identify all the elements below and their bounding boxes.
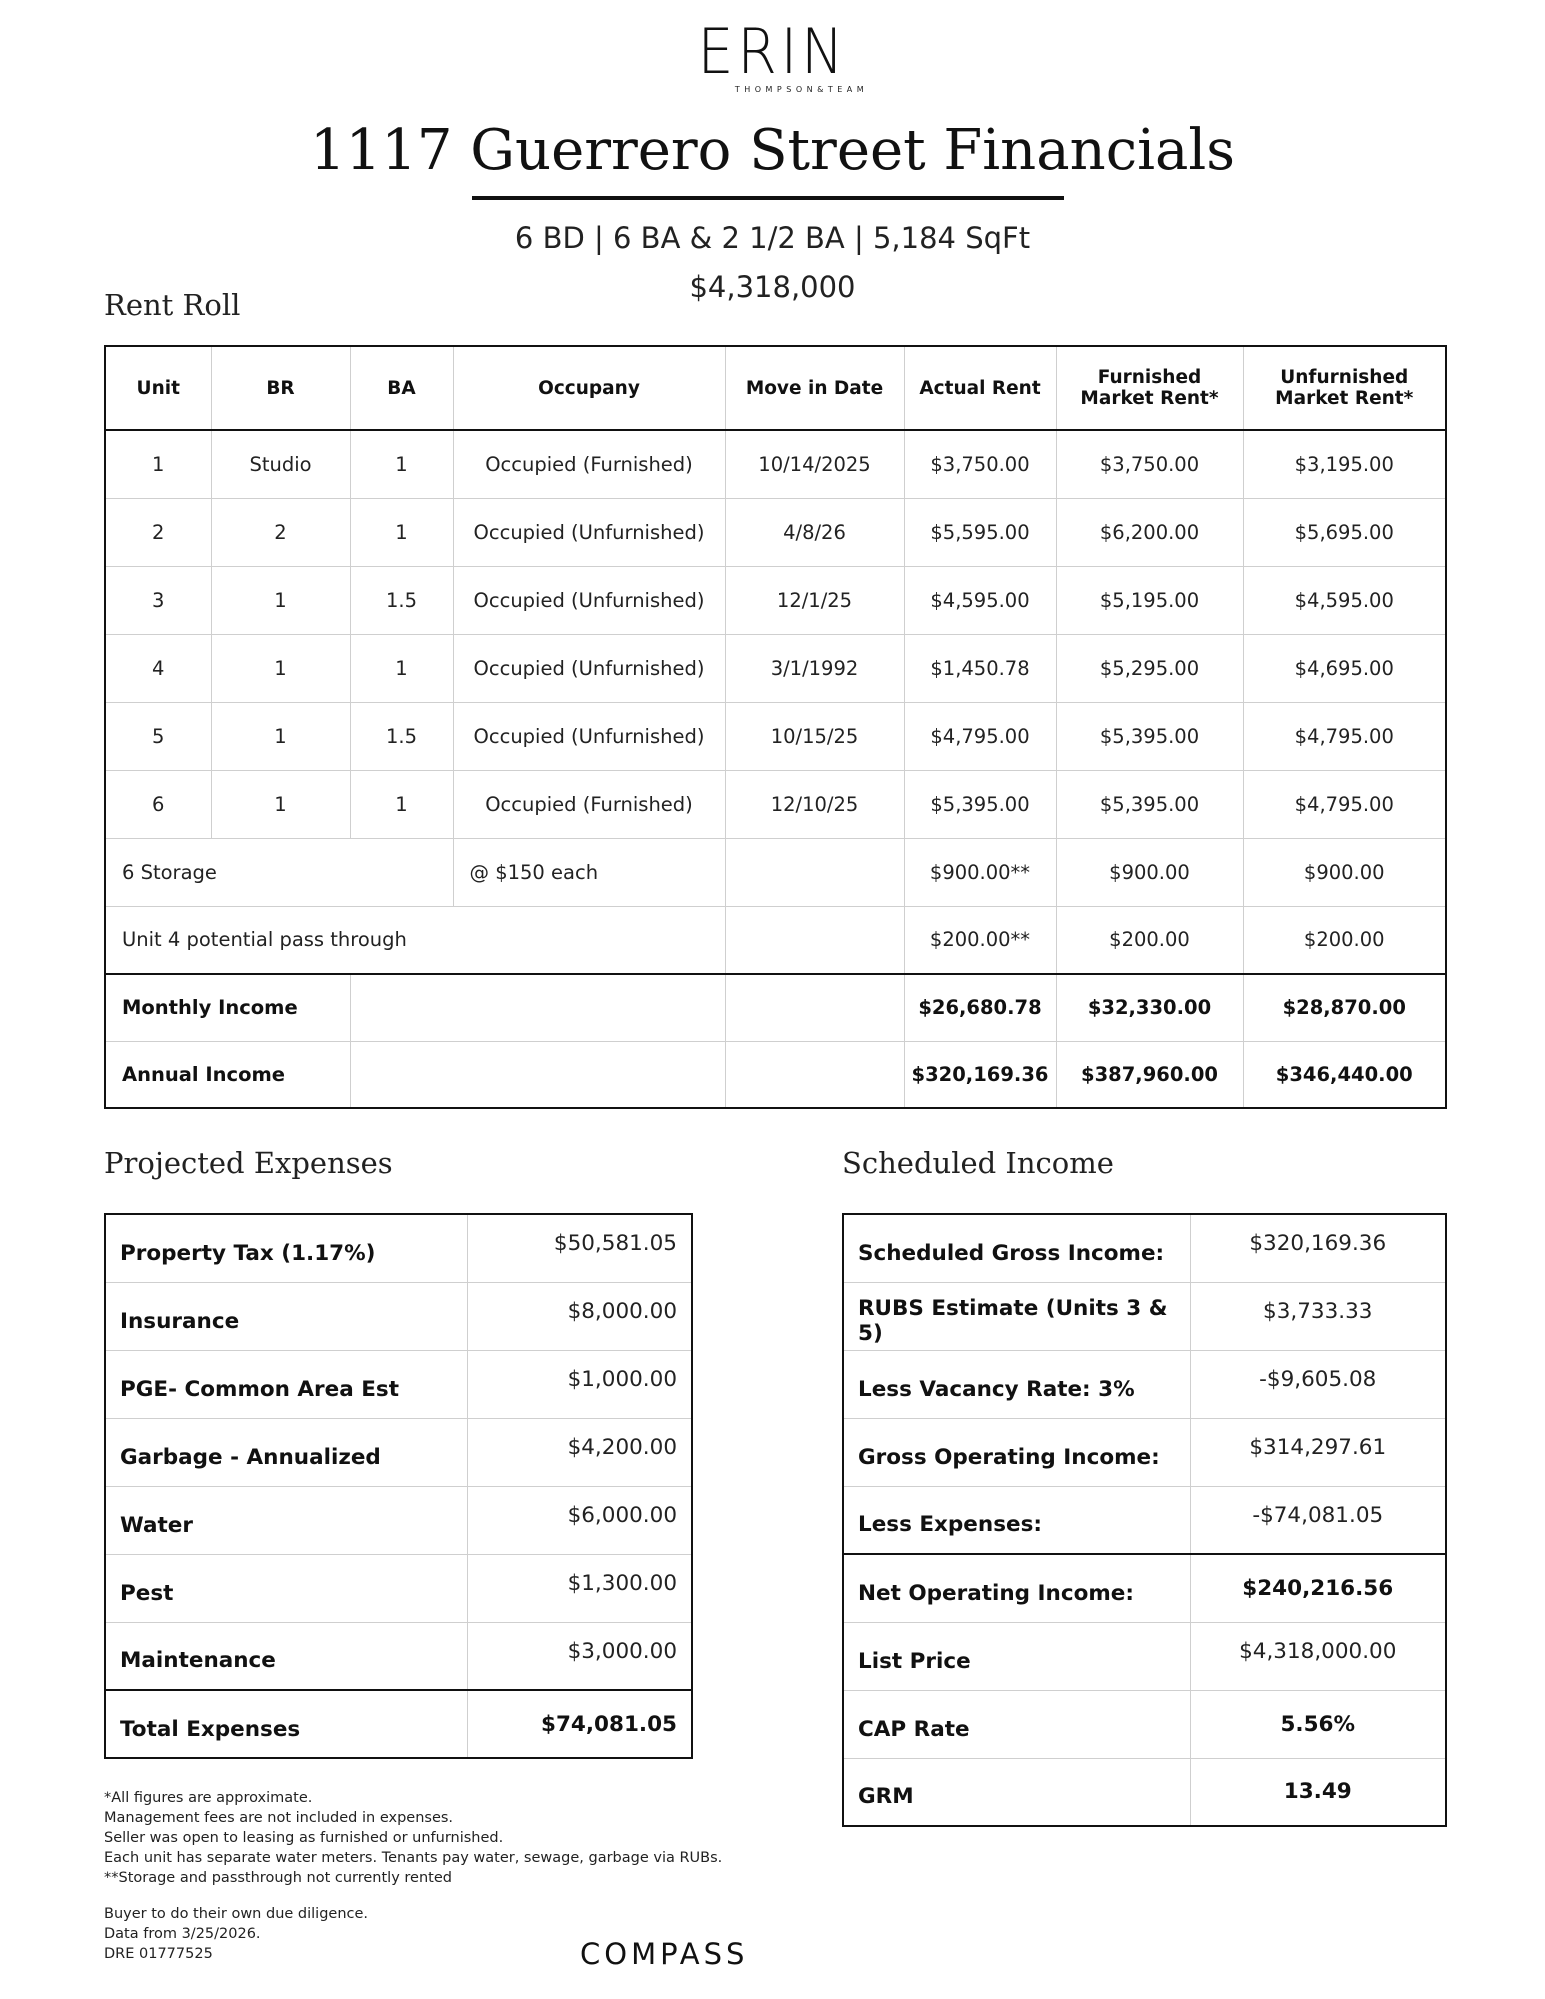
table-row — [105, 566, 1446, 634]
page-title: 1117 Guerrero Street Financials — [309, 118, 1236, 183]
income-row — [843, 1418, 1446, 1486]
col-actual-rent: Actual Rent — [904, 346, 1056, 430]
cell-occupancy: Occupied (Unfurnished) — [453, 566, 725, 634]
table-row — [105, 498, 1446, 566]
annual-unfurnished: $346,440.00 — [1243, 1041, 1446, 1108]
table-row — [105, 702, 1446, 770]
cell-ba: 1 — [350, 634, 453, 702]
cell-unfurnished: $4,795.00 — [1243, 702, 1446, 770]
expense-label: Water — [105, 1486, 467, 1554]
storage-label: 6 Storage — [105, 838, 453, 906]
footnote-line: *All figures are approximate. — [104, 1790, 313, 1806]
footnote-line: Each unit has separate water meters. Tenants pay water, sewage, garbage via RUBs. — [104, 1850, 723, 1866]
cell-occupancy: Occupied (Unfurnished) — [453, 702, 725, 770]
expense-row — [105, 1554, 692, 1622]
annual-income-label: Annual Income — [105, 1041, 350, 1108]
noi-label: Net Operating Income: — [843, 1554, 1190, 1622]
cell-occupancy: Occupied (Unfurnished) — [453, 498, 725, 566]
disclaimer-line: Buyer to do their own due diligence. — [104, 1906, 369, 1922]
cell-actual: $4,795.00 — [904, 702, 1056, 770]
monthly-actual: $26,680.78 — [904, 974, 1056, 1041]
cell-furnished: $5,395.00 — [1056, 770, 1243, 838]
expense-label: PGE- Common Area Est — [105, 1350, 467, 1418]
expense-label: Pest — [105, 1554, 467, 1622]
logo-main-text: ERIN — [697, 15, 848, 88]
total-expenses-value: $74,081.05 — [467, 1690, 692, 1758]
table-row — [105, 634, 1446, 702]
list-price-row — [843, 1622, 1446, 1690]
cell-unit: 6 — [105, 770, 211, 838]
expense-label: Property Tax (1.17%) — [105, 1214, 467, 1282]
passthrough-empty — [725, 906, 904, 974]
table-row — [105, 430, 1446, 498]
col-furnished-line2: Market Rent* — [1080, 388, 1219, 409]
col-furnished-line1: Furnished — [1097, 367, 1202, 388]
monthly-income-label: Monthly Income — [105, 974, 350, 1041]
annual-empty-1 — [350, 1041, 725, 1108]
expense-value: $3,000.00 — [467, 1622, 692, 1690]
income-label: Scheduled Gross Income: — [843, 1214, 1190, 1282]
property-price: $4,318,000 — [689, 270, 856, 304]
expense-row — [105, 1350, 692, 1418]
monthly-unfurnished: $28,870.00 — [1243, 974, 1446, 1041]
expense-value: $1,300.00 — [467, 1554, 692, 1622]
col-occupancy: Occupany — [453, 346, 725, 430]
cell-furnished: $5,195.00 — [1056, 566, 1243, 634]
rent-roll-heading: Rent Roll — [104, 288, 241, 322]
cell-move-in: 12/1/25 — [725, 566, 904, 634]
col-unfurnished-rent — [1243, 346, 1446, 430]
logo-sub-text: THOMPSON&TEAM — [734, 85, 869, 94]
cell-unfurnished: $5,695.00 — [1243, 498, 1446, 566]
monthly-empty-2 — [725, 974, 904, 1041]
compass-logo: COMPASS — [580, 1937, 749, 1971]
expense-label: Garbage - Annualized — [105, 1418, 467, 1486]
income-value: -$74,081.05 — [1190, 1486, 1446, 1554]
cap-rate-label: CAP Rate — [843, 1690, 1190, 1758]
cell-unit: 3 — [105, 566, 211, 634]
col-unfurnished-line1: Unfurnished — [1280, 367, 1409, 388]
list-price-label: List Price — [843, 1622, 1190, 1690]
expense-row — [105, 1214, 692, 1282]
income-row — [843, 1350, 1446, 1418]
income-label: Gross Operating Income: — [843, 1418, 1190, 1486]
cell-ba: 1 — [350, 498, 453, 566]
property-specs: 6 BD | 6 BA & 2 1/2 BA | 5,184 SqFt — [514, 221, 1031, 255]
expense-row — [105, 1622, 692, 1690]
grm-row — [843, 1758, 1446, 1826]
cell-move-in: 12/10/25 — [725, 770, 904, 838]
col-furnished-rent — [1056, 346, 1243, 430]
cell-furnished: $5,395.00 — [1056, 702, 1243, 770]
storage-row — [105, 838, 1446, 906]
cell-unfurnished: $4,795.00 — [1243, 770, 1446, 838]
cell-ba: 1.5 — [350, 566, 453, 634]
cell-unit: 2 — [105, 498, 211, 566]
total-expenses-row — [105, 1690, 692, 1758]
col-move-in: Move in Date — [725, 346, 904, 430]
cell-unit: 4 — [105, 634, 211, 702]
income-label: Less Expenses: — [843, 1486, 1190, 1554]
expense-label: Insurance — [105, 1282, 467, 1350]
cell-ba: 1.5 — [350, 702, 453, 770]
expense-row — [105, 1282, 692, 1350]
cell-actual: $4,595.00 — [904, 566, 1056, 634]
expense-value: $50,581.05 — [467, 1214, 692, 1282]
expenses-table — [104, 1213, 693, 1759]
cell-furnished: $5,295.00 — [1056, 634, 1243, 702]
cell-br: 1 — [211, 566, 350, 634]
cell-unfurnished: $4,595.00 — [1243, 566, 1446, 634]
cell-unit: 1 — [105, 430, 211, 498]
cell-furnished: $3,750.00 — [1056, 430, 1243, 498]
cell-occupancy: Occupied (Unfurnished) — [453, 634, 725, 702]
income-heading: Scheduled Income — [842, 1146, 1114, 1180]
passthrough-label: Unit 4 potential pass through — [105, 906, 725, 974]
cell-unfurnished: $4,695.00 — [1243, 634, 1446, 702]
annual-income-row — [105, 1041, 1446, 1108]
expenses-heading: Projected Expenses — [104, 1146, 393, 1180]
income-row — [843, 1214, 1446, 1282]
cell-furnished: $6,200.00 — [1056, 498, 1243, 566]
passthrough-unfurnished: $200.00 — [1243, 906, 1446, 974]
cell-br: 1 — [211, 770, 350, 838]
col-unfurnished-line2: Market Rent* — [1275, 388, 1414, 409]
cell-move-in: 4/8/26 — [725, 498, 904, 566]
expense-value: $6,000.00 — [467, 1486, 692, 1554]
cell-move-in: 10/14/2025 — [725, 430, 904, 498]
cell-actual: $5,595.00 — [904, 498, 1056, 566]
cell-br: 1 — [211, 702, 350, 770]
disclaimer — [104, 1904, 368, 1964]
rent-roll-table — [104, 345, 1447, 1109]
footnote-line: Management fees are not included in expenses. — [104, 1810, 454, 1826]
grm-value: 13.49 — [1190, 1758, 1446, 1826]
cell-unfurnished: $3,195.00 — [1243, 430, 1446, 498]
col-ba: BA — [350, 346, 453, 430]
cell-br: 2 — [211, 498, 350, 566]
expense-row — [105, 1486, 692, 1554]
cell-br: Studio — [211, 430, 350, 498]
cap-rate-row — [843, 1690, 1446, 1758]
income-value: -$9,605.08 — [1190, 1350, 1446, 1418]
cap-rate-value: 5.56% — [1190, 1690, 1446, 1758]
annual-empty-2 — [725, 1041, 904, 1108]
footnote-line: **Storage and passthrough not currently rented — [104, 1870, 452, 1886]
passthrough-actual: $200.00** — [904, 906, 1056, 974]
expense-label: Maintenance — [105, 1622, 467, 1690]
expense-value: $1,000.00 — [467, 1350, 692, 1418]
col-unit: Unit — [105, 346, 211, 430]
cell-move-in: 10/15/25 — [725, 702, 904, 770]
cell-br: 1 — [211, 634, 350, 702]
income-label: RUBS Estimate (Units 3 & 5) — [843, 1282, 1190, 1350]
erin-thompson-logo — [0, 15, 1545, 94]
list-price-value: $4,318,000.00 — [1190, 1622, 1446, 1690]
expense-row — [105, 1418, 692, 1486]
cell-actual: $1,450.78 — [904, 634, 1056, 702]
storage-actual: $900.00** — [904, 838, 1056, 906]
monthly-income-row — [105, 974, 1446, 1041]
annual-actual: $320,169.36 — [904, 1041, 1056, 1108]
income-value: $320,169.36 — [1190, 1214, 1446, 1282]
disclaimer-line: Data from 3/25/2026. — [104, 1926, 261, 1942]
cell-ba: 1 — [350, 770, 453, 838]
col-br: BR — [211, 346, 350, 430]
storage-furnished: $900.00 — [1056, 838, 1243, 906]
disclaimer-line: DRE 01777525 — [104, 1946, 213, 1962]
storage-note: @ $150 each — [453, 838, 725, 906]
cell-unit: 5 — [105, 702, 211, 770]
title-underline — [472, 196, 1064, 200]
income-table — [842, 1213, 1447, 1827]
noi-row — [843, 1554, 1446, 1622]
cell-ba: 1 — [350, 430, 453, 498]
passthrough-furnished: $200.00 — [1056, 906, 1243, 974]
cell-move-in: 3/1/1992 — [725, 634, 904, 702]
storage-empty — [725, 838, 904, 906]
storage-unfurnished: $900.00 — [1243, 838, 1446, 906]
income-label: Less Vacancy Rate: 3% — [843, 1350, 1190, 1418]
expense-value: $8,000.00 — [467, 1282, 692, 1350]
income-row — [843, 1486, 1446, 1554]
monthly-empty-1 — [350, 974, 725, 1041]
table-header-row — [105, 346, 1446, 430]
cell-occupancy: Occupied (Furnished) — [453, 770, 725, 838]
cell-actual: $3,750.00 — [904, 430, 1056, 498]
footnote-line: Seller was open to leasing as furnished or unfurnished. — [104, 1830, 504, 1846]
cell-actual: $5,395.00 — [904, 770, 1056, 838]
annual-furnished: $387,960.00 — [1056, 1041, 1243, 1108]
income-value: $314,297.61 — [1190, 1418, 1446, 1486]
income-value: $3,733.33 — [1190, 1282, 1446, 1350]
income-row — [843, 1282, 1446, 1350]
footnotes — [104, 1788, 722, 1888]
cell-occupancy: Occupied (Furnished) — [453, 430, 725, 498]
total-expenses-label: Total Expenses — [105, 1690, 467, 1758]
passthrough-row — [105, 906, 1446, 974]
noi-value: $240,216.56 — [1190, 1554, 1446, 1622]
table-row — [105, 770, 1446, 838]
monthly-furnished: $32,330.00 — [1056, 974, 1243, 1041]
expense-value: $4,200.00 — [467, 1418, 692, 1486]
grm-label: GRM — [843, 1758, 1190, 1826]
